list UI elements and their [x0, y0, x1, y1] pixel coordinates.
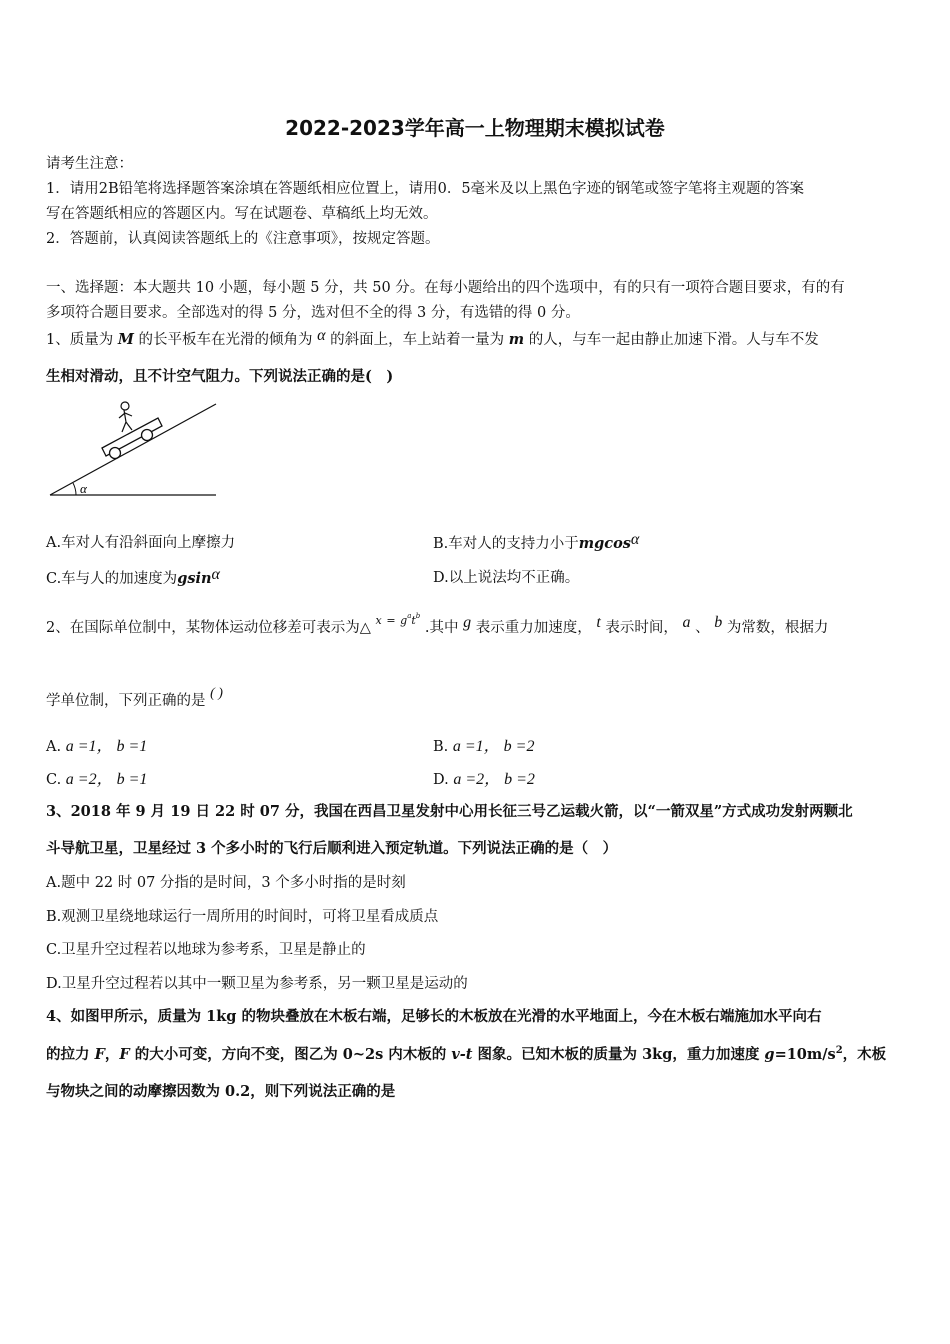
q4-stem-line-2: [46, 1043, 906, 1064]
q2-text: 学单位制，下列正确的是: [46, 693, 206, 709]
q3-option-b: B.观测卫星绕地球运行一周所用的时间时，可将卫星看成质点: [46, 909, 439, 925]
q2-t: t: [596, 614, 601, 631]
q4-text: =10m/s: [774, 1046, 836, 1063]
q2-option-d-label: D.: [433, 772, 449, 788]
q4-force-F: F: [119, 1046, 130, 1063]
q1-option-d: D.以上说法均不正确。: [433, 570, 580, 586]
person-figure: [119, 402, 132, 432]
q2-option-c: [46, 766, 147, 789]
q2-text: .其中: [424, 620, 459, 636]
q2-option-d-value: a =2， b =2: [453, 771, 535, 788]
formula-x: x: [375, 614, 382, 627]
angle-arc: [73, 483, 76, 495]
q1-option-c-alpha: α: [211, 566, 220, 583]
q4-text: 的大小可变，方向不变，图乙为 0~2s 内木板的: [129, 1046, 452, 1063]
q1-option-c: [46, 566, 220, 588]
q3-option-c: C.卫星升空过程若以地球为参考系，卫星是静止的: [46, 942, 366, 958]
q2-option-a: [46, 733, 147, 756]
angle-label: α: [80, 481, 87, 496]
q2-b: b: [714, 614, 723, 631]
incline-line: [50, 404, 216, 495]
q4-text: ，: [104, 1046, 120, 1063]
q3-option-d: D.卫星升空过程若以其中一颗卫星为参考系，另一颗卫星是运动的: [46, 976, 468, 992]
formula-a: a: [407, 612, 412, 621]
q4-superscript: 2: [835, 1045, 843, 1057]
q1-text: 的长平板车在光滑的倾角为: [138, 332, 313, 348]
q2-stem-line-1: [46, 612, 906, 637]
notice-item-1: 1．请用2B铅笔将选择题答案涂填在答题纸相应位置上，请用0．5毫米及以上黑色字迹的钢笔或签字笔将主观题的答案: [46, 181, 805, 197]
q4-stem-line-3: 与物块之间的动摩擦因数为 0.2，则下列说法正确的是: [46, 1083, 396, 1100]
q2-text: 表示重力加速度，: [475, 620, 592, 636]
q2-option-c-label: C.: [46, 772, 62, 788]
q4-text: ，木板: [842, 1046, 887, 1063]
q1-mass-M: M: [117, 331, 134, 348]
q1-stem-line-1: [46, 327, 906, 349]
q3-option-a: A.题中 22 时 07 分指的是时间，3 个多小时指的是时刻: [46, 875, 406, 891]
q2-option-b: [433, 733, 534, 756]
q3-stem-line-2: 斗导航卫星，卫星经过 3 个多小时的飞行后顺利进入预定轨道。下列说法正确的是（ ）: [46, 840, 618, 857]
q4-text: 的拉力: [46, 1046, 95, 1063]
q1-text: 的人，与车一起由静止加速下滑。人与车不发: [528, 332, 819, 348]
q1-option-b-alpha: α: [630, 531, 640, 548]
formula-t: t: [411, 614, 416, 627]
q1-alpha: α: [317, 327, 326, 344]
section-intro-line-1: 一、选择题：本大题共 10 小题，每小题 5 分，共 50 分。在每小题给出的四个选项中，有的只有一项符合题目要求，有的有: [46, 280, 845, 296]
q2-option-d: [433, 766, 535, 789]
cart-wheel: [110, 448, 121, 459]
notice-item-2: 2．答题前，认真阅读答题纸上的《注意事项》，按规定答题。: [46, 231, 440, 247]
formula-b: b: [415, 612, 421, 621]
q1-option-c-math: gsin: [177, 570, 212, 587]
q1-option-a: A.车对人有沿斜面向上摩擦力: [46, 535, 236, 551]
q3-stem-line-1: 3、2018 年 9 月 19 日 22 时 07 分，我国在西昌卫星发射中心用长征三号乙运载火箭，以“一箭双星”方式成功发射两颗北: [46, 803, 853, 820]
q2-text: 表示时间，: [605, 620, 678, 636]
q2-paren: ( ): [210, 686, 223, 701]
q1-option-c-text: C.车与人的加速度为: [46, 571, 178, 587]
q1-text: 的斜面上，车上站着一量为: [330, 332, 505, 348]
q1-text: 1、质量为: [46, 332, 114, 348]
q1-stem-line-2: 生相对滑动，且不计空气阻力。下列说法正确的是( ): [46, 368, 394, 385]
q2-option-c-value: a =2， b =1: [65, 771, 148, 788]
q2-text: 、: [695, 620, 710, 636]
q4-force-F: F: [94, 1046, 105, 1063]
q4-g: g: [764, 1046, 775, 1063]
notice-heading: 请考生注意：: [46, 156, 133, 172]
page-title: 2022-2023学年高一上物理期末模拟试卷: [285, 116, 665, 140]
q2-text: 为常数，根据力: [726, 620, 829, 636]
q4-stem-line-1: 4、如图甲所示，质量为 1kg 的物块叠放在木板右端，足够长的木板放在光滑的水平地面上，今在木板右端施加水平向右: [46, 1008, 822, 1025]
q1-incline-figure: [46, 398, 226, 500]
q1-option-b: [433, 531, 639, 553]
q2-option-a-label: A.: [46, 739, 62, 755]
q1-option-b-math: mgcos: [578, 535, 631, 552]
q2-option-b-value: a =1， b =2: [452, 738, 535, 755]
q1-option-b-text: B.车对人的支持力小于: [433, 536, 579, 552]
q1-mass-m: m: [508, 331, 525, 348]
cart-wheel: [142, 430, 153, 441]
q2-option-b-label: B.: [433, 739, 449, 755]
notice-item-1-cont: 写在答题纸相应的答题区内。写在试题卷、草稿纸上均无效。: [46, 206, 438, 222]
q2-formula: [375, 612, 420, 628]
q4-text: 图象。已知木板的质量为 3kg，重力加速度: [472, 1046, 765, 1063]
formula-eq: =: [386, 614, 396, 627]
q2-text: 2、在国际单位制中，某物体运动位移差可表示为△: [46, 620, 371, 636]
q2-a: a: [682, 614, 691, 631]
q2-stem-line-2: [46, 686, 906, 710]
q4-vt: v-t: [451, 1046, 473, 1063]
q2-option-a-value: a =1， b =1: [65, 738, 148, 755]
formula-g: g: [400, 614, 408, 627]
section-intro-line-2: 多项符合题目要求。全部选对的得 5 分，选对但不全的得 3 分，有选错的得 0 分。: [46, 305, 580, 321]
q2-g: g: [463, 614, 472, 631]
